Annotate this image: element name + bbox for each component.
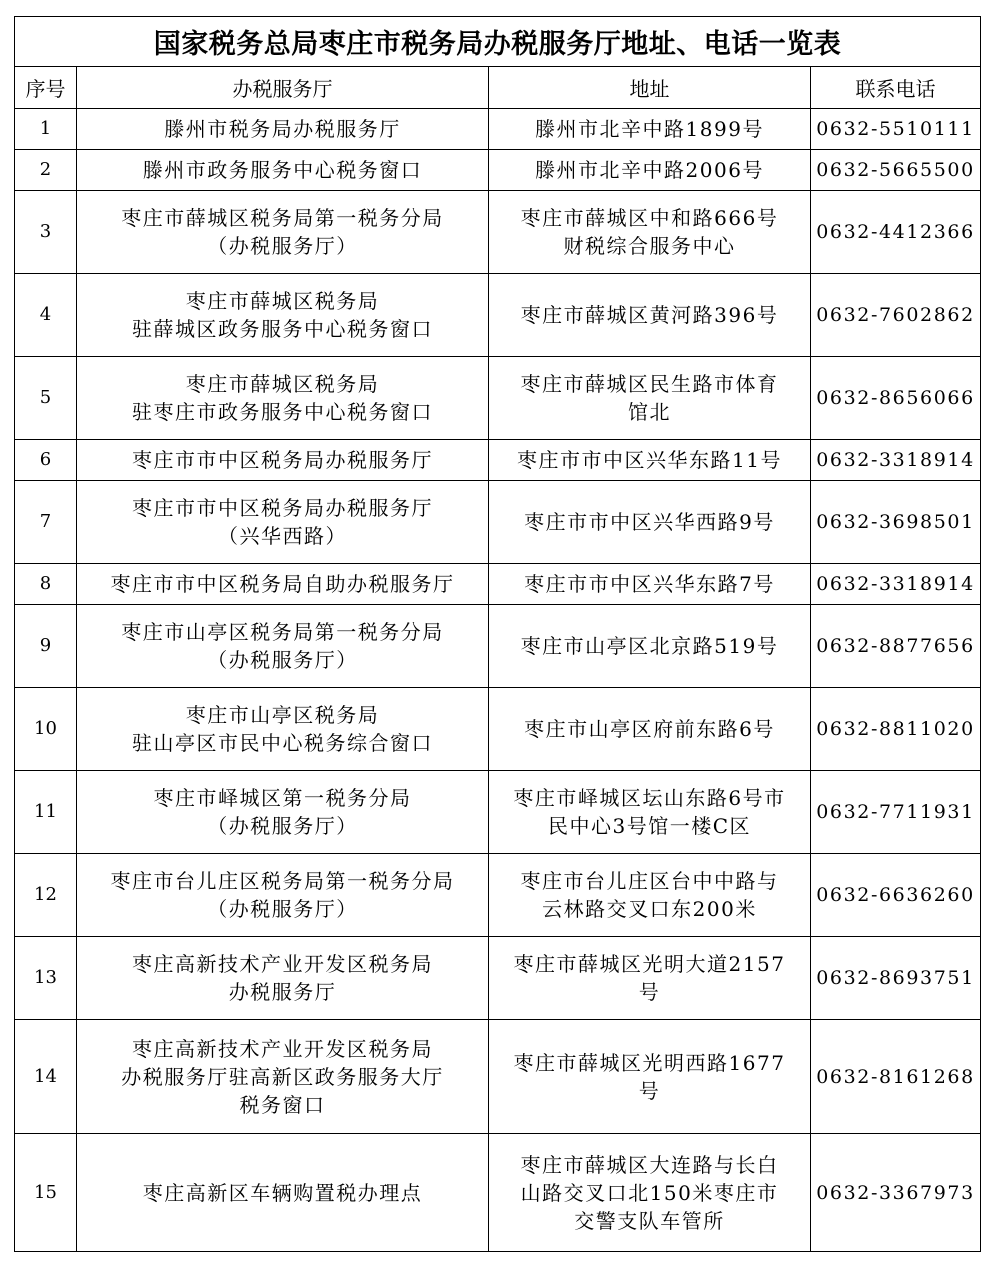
address-line: 枣庄市薛城区大连路与长白 [520,1152,779,1177]
row-number: 7 [15,481,77,564]
hall-name-line: 枣庄高新区车辆购置税办理点 [142,1180,423,1205]
phone-number: 0632-3367973 [811,1134,981,1252]
address [489,481,811,564]
phone-number: 0632-3318914 [811,440,981,481]
table-row [15,191,981,274]
phone-number: 0632-8693751 [811,937,981,1020]
row-number: 8 [15,564,77,605]
service-hall-table [14,16,981,1252]
hall-name-line: （办税服务厅） [207,648,358,672]
hall-name-line: 枣庄高新技术产业开发区税务局 [132,1036,433,1061]
address-line: 交警支队车管所 [574,1208,725,1233]
hall-name-line: 枣庄市峄城区第一税务分局 [153,786,412,810]
hall-name-line: 滕州市政务服务中心税务窗口 [142,158,423,182]
address [489,191,811,274]
table-row [15,109,981,150]
hall-name-line: 枣庄市市中区税务局办税服务厅 [132,496,433,520]
row-number: 12 [15,854,77,937]
hall-name [77,1020,489,1134]
header-address: 地址 [489,67,811,109]
address [489,440,811,481]
row-number: 9 [15,605,77,688]
address [489,357,811,440]
hall-name [77,1134,489,1252]
hall-name-line: 枣庄市市中区税务局办税服务厅 [132,448,433,472]
hall-name-line: （办税服务厅） [207,234,358,258]
hall-name-line: 驻枣庄市政务服务中心税务窗口 [132,400,433,424]
header-row [15,67,981,109]
address [489,771,811,854]
address-line: 枣庄市市中区兴华西路9号 [524,510,775,534]
row-number: 15 [15,1134,77,1252]
address-line: 枣庄市峄城区坛山东路6号市 [513,786,786,810]
hall-name-line: （办税服务厅） [207,897,358,921]
hall-name-line: 枣庄市山亭区税务局第一税务分局 [121,620,444,644]
address [489,854,811,937]
hall-name-line: 枣庄市台儿庄区税务局第一税务分局 [110,869,455,893]
address-line: 枣庄市薛城区光明西路1677 [513,1050,786,1075]
table-row [15,1020,981,1134]
hall-name [77,191,489,274]
table-row [15,605,981,688]
address-line: 滕州市北辛中路1899号 [535,117,764,141]
address-line: 枣庄市薛城区中和路666号 [520,206,779,230]
table-title: 国家税务总局枣庄市税务局办税服务厅地址、电话一览表 [15,17,981,67]
table-row [15,274,981,357]
address-line: 号 [638,1078,661,1103]
hall-name-line: 枣庄高新技术产业开发区税务局 [132,952,433,976]
address-line: 财税综合服务中心 [563,234,736,258]
hall-name-line: 滕州市税务局办税服务厅 [164,117,401,141]
hall-name-line: 驻薛城区政务服务中心税务窗口 [132,317,433,341]
hall-name-line: 枣庄市山亭区税务局 [185,703,380,727]
address-line: 馆北 [628,400,671,424]
address-line: 枣庄市山亭区北京路519号 [520,634,779,658]
hall-name [77,937,489,1020]
address-line: 山路交叉口北150米枣庄市 [520,1180,779,1205]
hall-name [77,771,489,854]
address [489,150,811,191]
hall-name [77,357,489,440]
address [489,605,811,688]
phone-number: 0632-5510111 [811,109,981,150]
hall-name-line: 枣庄市薛城区税务局 [185,372,380,396]
address [489,274,811,357]
hall-name-line: 驻山亭区市民中心税务综合窗口 [132,731,433,755]
hall-name-line: （兴华西路） [218,524,347,548]
phone-number: 0632-3318914 [811,564,981,605]
table-row [15,937,981,1020]
address-line: 号 [638,980,661,1004]
table-row [15,688,981,771]
row-number: 4 [15,274,77,357]
phone-number: 0632-8161268 [811,1020,981,1134]
hall-name-line: 枣庄市薛城区税务局 [185,289,380,313]
phone-number: 0632-3698501 [811,481,981,564]
phone-number: 0632-4412366 [811,191,981,274]
address-line: 滕州市北辛中路2006号 [535,158,764,182]
hall-name [77,150,489,191]
row-number: 3 [15,191,77,274]
row-number: 1 [15,109,77,150]
phone-number: 0632-6636260 [811,854,981,937]
phone-number: 0632-7602862 [811,274,981,357]
hall-name-line: （办税服务厅） [207,814,358,838]
hall-name-line: 税务窗口 [239,1092,326,1117]
address [489,1020,811,1134]
table-row [15,357,981,440]
hall-name [77,274,489,357]
address-line: 云林路交叉口东200米 [542,897,757,921]
address-line: 枣庄市市中区兴华东路11号 [517,448,782,472]
hall-name-line: 办税服务厅 [228,980,337,1004]
address-line: 枣庄市薛城区黄河路396号 [520,303,779,327]
hall-name-line: 枣庄市薛城区税务局第一税务分局 [121,206,444,230]
row-number: 5 [15,357,77,440]
hall-name [77,854,489,937]
table-row [15,854,981,937]
hall-name-line: 办税服务厅驻高新区政务服务大厅 [121,1064,444,1089]
row-number: 13 [15,937,77,1020]
table-row [15,564,981,605]
hall-name [77,481,489,564]
address-line: 枣庄市薛城区民生路市体育 [520,372,779,396]
row-number: 6 [15,440,77,481]
table-row [15,440,981,481]
table-row [15,1134,981,1252]
phone-number: 0632-5665500 [811,150,981,191]
header-phone: 联系电话 [811,67,981,109]
hall-name-line: 枣庄市市中区税务局自助办税服务厅 [110,572,455,596]
header-hall: 办税服务厅 [77,67,489,109]
table-row [15,481,981,564]
address-line: 枣庄市台儿庄区台中中路与 [520,869,779,893]
phone-number: 0632-7711931 [811,771,981,854]
hall-name [77,564,489,605]
hall-name [77,688,489,771]
address [489,109,811,150]
address [489,688,811,771]
address [489,1134,811,1252]
hall-name [77,109,489,150]
address-line: 民中心3号馆一楼C区 [547,814,752,838]
row-number: 14 [15,1020,77,1134]
address-line: 枣庄市薛城区光明大道2157 [513,952,786,976]
hall-name [77,440,489,481]
phone-number: 0632-8656066 [811,357,981,440]
row-number: 2 [15,150,77,191]
address [489,564,811,605]
hall-name [77,605,489,688]
address [489,937,811,1020]
header-no: 序号 [15,67,77,109]
row-number: 10 [15,688,77,771]
address-line: 枣庄市市中区兴华东路7号 [524,572,775,596]
table-row [15,150,981,191]
phone-number: 0632-8811020 [811,688,981,771]
table-row [15,771,981,854]
row-number: 11 [15,771,77,854]
phone-number: 0632-8877656 [811,605,981,688]
address-line: 枣庄市山亭区府前东路6号 [524,717,775,741]
